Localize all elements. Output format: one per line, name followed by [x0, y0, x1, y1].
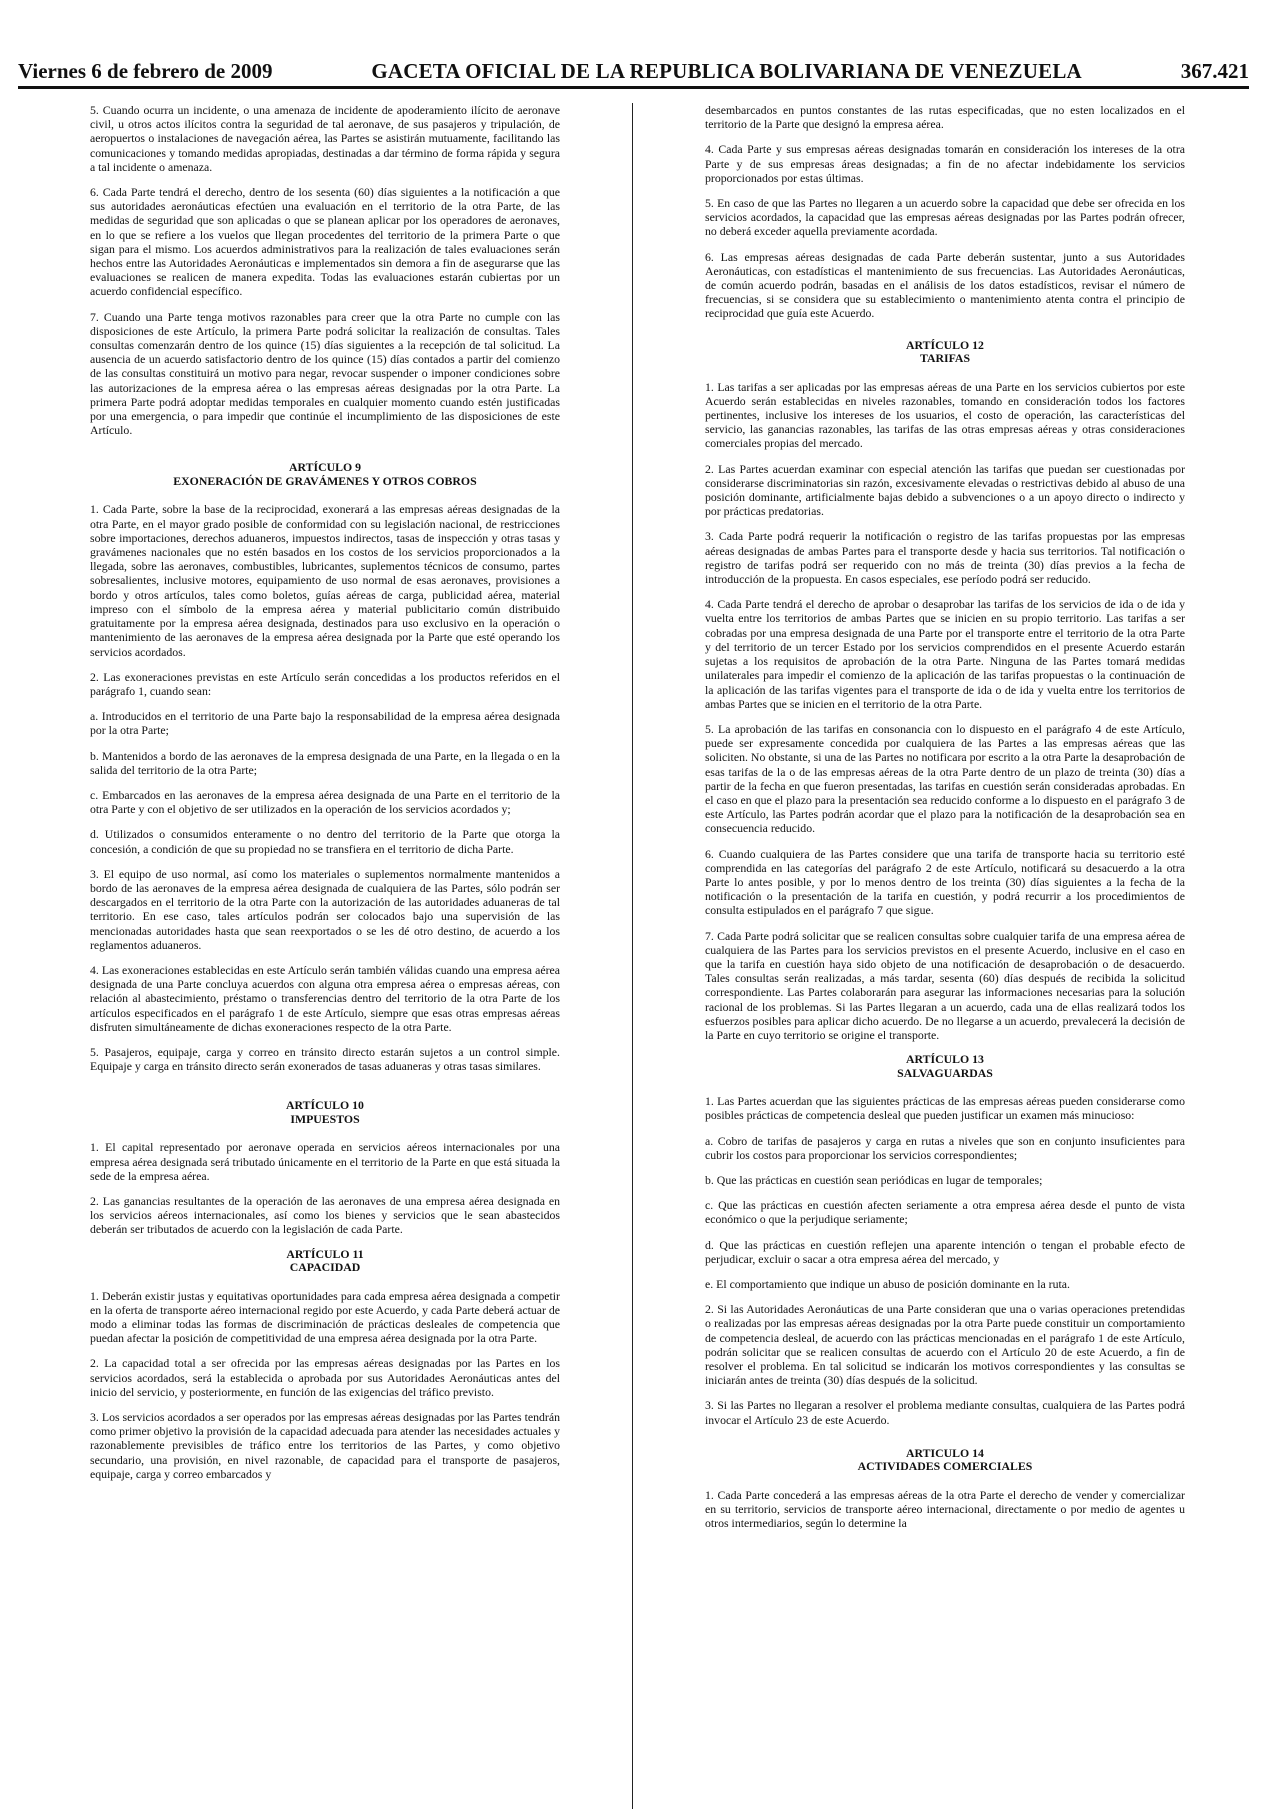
article-number: ARTÍCULO 9 [288, 460, 361, 475]
paragraph: 3. Cada Parte podrá requerir la notificación o registro de las tarifas propuestas por las empresas aéreas designadas de ambas Partes para el transporte desde y hacia sus territorios. Tal notificación o registro de tarifas podrá ser requerido con no más de treinta (30) días previos a la fecha de introducción de la propuesta. En casos especiales, ese período podrá ser reducido. [705, 529, 1185, 587]
paragraph: 4. Cada Parte y sus empresas aéreas designadas tomarán en consideración los intereses de la otra Parte y de sus empresas áreas designadas; a fin de no afectar indebidamente los servicios proporcionados por estas últimas. [705, 142, 1185, 185]
paragraph: 2. Si las Autoridades Aeronáuticas de una Parte consideran que una o varias operaciones pretendidas o realizadas por las empresas aéreas designadas por la otra Parte puede constituir un comportamiento de competencia desleal, de acuerdo con las prácticas mencionadas en el parágrafo 1 de este Artículo, podrán solicitar que se realicen consultas de acuerdo con el Artículo 20 de este Acuerdo, a fin de resolver el problema. En tal solicitud se indicarán los motivos correspondientes y las consultas se iniciarán antes de treinta (30) días después de la solicitud. [705, 1302, 1185, 1388]
gazette-title: GACETA OFICIAL DE LA REPUBLICA BOLIVARIANA DE VENEZUELA [371, 59, 1082, 83]
paragraph: 4. Las exoneraciones establecidas en este Artículo serán también válidas cuando una empresa aérea designada de una Parte concluya acuerdos con alguna otra empresa aérea o empresas aéreas, con relación al abastecimiento, préstamo o transferencias dentro del territorio de la otra Parte de los artículos especificados en el parágrafo 1 de este Artículo, siempre que esas otras empresas aéreas disfruten simultáneamente de dichas exoneraciones respecto de la otra Parte. [90, 962, 560, 1034]
paragraph: 1. Las Partes acuerdan que las siguientes prácticas de las empresas aéreas pueden considerarse como posibles prácticas de competencia desleal que pueden justificar un examen más minucioso: [705, 1094, 1185, 1123]
paragraph: 2. Las Partes acuerdan examinar con especial atención las tarifas que puedan ser cuestionadas por considerarse discriminatorias sin razón, excesivamente elevadas o restrictivas debido al abuso de una posición dominante, artificialmente bajas debido a subvenciones o a un apoyo directo o indirecto y por prácticas predatorias. [705, 461, 1185, 519]
paragraph: 3. Los servicios acordados a ser operados por las empresas aéreas designadas por las Partes tendrán como primer objetivo la provisión de la capacidad adecuada para atender las necesidades actuales y razonablemente previsibles de tráfico entre los territorios de las Partes, y como objetivo secundario, una provisión, en nivel razonable, de capacidad para el transporte de pasajeros, equipaje, carga y correo embarcados y [90, 1410, 560, 1481]
article-11-heading [90, 1248, 560, 1275]
paragraph: b. Mantenidos a bordo de las aeronaves de la empresa designada de una Parte, en la llegada o en la salida del territorio de la otra Parte; [90, 748, 560, 777]
paragraph: 6. Cada Parte tendrá el derecho, dentro de los sesenta (60) días siguientes a la notificación a que sus autoridades aeronáuticas efectúen una evaluación en el territorio de la otra Parte, de las medidas de seguridad que son aplicadas o que se planean aplicar por los operadores de aeronaves, en lo que se refiere a los vuelos que llegan procedentes del territorio de la primera Parte o que sigan para el mismo. Los acuerdos administrativos para la realización de tales evaluaciones serán hechos entre las Autoridades Aeronáuticas e implementados sin demora a fin de asegurarse que las evaluaciones se realicen de manera expedita. Todas las evaluaciones estarán cubiertas por un acuerdo confidencial específico. [90, 185, 560, 299]
paragraph: 7. Cada Parte podrá solicitar que se realicen consultas sobre cualquier tarifa de una empresa aérea de cualquiera de las Partes para los servicios previstos en el presente Acuerdo, inclusive en el caso en que la tarifa en cuestión haya sido objeto de una notificación de desaprobación o de desacuerdo. Tales consultas serán realizadas, a más tardar, sesenta (60) días después de recibida la solicitud correspondiente. Las Partes colaborarán para asegurar las informaciones necesarias para la solución racional de los problemas. Si las Partes llegaran a un acuerdo, cada una de ellas realizará todos los esfuerzos posibles para aplicar dicho acuerdo. De no llegarse a un acuerdo, prevalecerá la decisión de la Parte en cuyo territorio se origine el transporte. [705, 928, 1185, 1042]
article-number: ARTÍCULO 11 [286, 1246, 364, 1261]
paragraph: 6. Cuando cualquiera de las Partes considere que una tarifa de transporte hacia su territorio esté comprendida en las categorías del parágrafo 2 de este Artículo, notificará su desacuerdo a la otra Parte lo antes posible, y por lo menos dentro de los treinta (30) días siguientes a la fecha de la notificación o la presentación de la tarifa en cuestión, y podrá recurrir a los procedimientos de consulta estipulados en el parágrafo 7 que sigue. [705, 846, 1185, 918]
article-12-heading [705, 339, 1185, 366]
paragraph: c. Que las prácticas en cuestión afecten seriamente a otra empresa aérea desde el punto de vista económico o que la perjudique seriamente; [705, 1198, 1185, 1227]
article-number: ARTÍCULO 10 [286, 1098, 364, 1113]
paragraph: 2. Las ganancias resultantes de la operación de las aeronaves de una empresa aérea designada en los servicios aéreos internacionales, así como los bienes y servicios que le sean abastecidos deberán ser tributados de acuerdo con la legislación de cada Parte. [90, 1193, 560, 1237]
paragraph: 1. Cada Parte, sobre la base de la reciprocidad, exonerará a las empresas aéreas designadas de la otra Parte, en el mayor grado posible de conformidad con su legislación nacional, de restricciones sobre importaciones, derechos aduaneros, impuestos indirectos, tasas de inspección y otras tasas y gravámenes nacionales que no estén basados en los costos de los servicios proporcionados a la llegada, sobre las aeronaves, combustibles, lubricantes, suplementos técnicos de consumo, partes sobresalientes, inclusive motores, equipamiento de uso normal de esas aeronaves, provisiones a bordo y otros artículos, tales como boletos, guías aéreas de carga, publicidad aérea, material impreso con el símbolo de la empresa aérea y material publicitario común distribuido gratuitamente por la empresa aérea designada, destinados para uso exclusivo en la operación o mantenimiento de las aeronaves de la empresa aérea designada por la Parte que esté operando los servicios acordados. [90, 502, 560, 659]
paragraph: c. Embarcados en las aeronaves de la empresa aérea designada de una Parte en el territorio de la otra Parte y con el objetivo de ser utilizados en la operación de los servicios acordados y; [90, 787, 560, 817]
paragraph: 5. En caso de que las Partes no llegaren a un acuerdo sobre la capacidad que debe ser ofrecida en los servicios acordados, la capacidad que las empresas aéreas designadas por las Partes podrán ofrecer, no deberá exceder aquella previamente acordada. [705, 196, 1185, 239]
left-column [90, 103, 560, 1809]
article-title: EXONERACIÓN DE GRAVÁMENES Y OTROS COBROS [173, 473, 477, 488]
paragraph: 5. Cuando ocurra un incidente, o una amenaza de incidente de apoderamiento ilícito de aeronave civil, u otros actos ilícitos contra la seguridad de tal aeronave, de sus pasajeros y tripulación, de aeropuertos o instalaciones de navegación aérea, las Partes se asistirán mutuamente, facilitando las comunicaciones y tomando medidas apropiadas, destinadas a dar término de forma rápida y segura a tal incidente o amenaza. [90, 103, 560, 174]
article-9-heading [90, 461, 560, 488]
paragraph: 5. Pasajeros, equipaje, carga y correo en tránsito directo estarán sujetos a un control simple. Equipaje y carga en tránsito directo serán exonerados de tasas aduaneras y otras tasas similares. [90, 1044, 560, 1074]
header-date: Viernes 6 de febrero de 2009 [18, 59, 273, 83]
paragraph: d. Utilizados o consumidos enteramente o no dentro del territorio de la Parte que otorga la concesión, a condición de que su propiedad no se transfiera en el territorio de dicha Parte. [90, 827, 560, 856]
paragraph: 1. El capital representado por aeronave operada en servicios aéreos internacionales por una empresa aérea designada será tributado únicamente en el territorio de la Parte en que está situada la sede de la empresa aérea. [90, 1140, 560, 1183]
paragraph: desembarcados en puntos constantes de las rutas especificadas, que no esten localizados en el territorio de la Parte que designó la empresa aérea. [705, 103, 1185, 132]
article-10-heading [90, 1099, 560, 1126]
paragraph: 1. Cada Parte concederá a las empresas aéreas de la otra Parte el derecho de vender y comercializar en su territorio, servicios de transporte aéreo internacional, directamente o por medio de agentes u otros intermediarios, según lo determine la [705, 1487, 1185, 1531]
article-number: ARTÍCULO 13 [906, 1052, 984, 1067]
paragraph: 3. El equipo de uso normal, así como los materiales o suplementos normalmente mantenidos a bordo de las aeronaves de la empresa aérea designada de cualquiera de las Partes, sólo podrán ser descargados en el territorio de la otra Parte con la autorización de las autoridades aduaneras de tal territorio. En ese caso, tales artículos podrán ser colocados bajo una supervisión de las mencionadas autoridades hasta que sean reexportados o se les dé otro destino, de acuerdo a los reglamentos aduaneros. [90, 866, 560, 952]
article-title: TARIFAS [919, 351, 971, 366]
paragraph: e. El comportamiento que indique un abuso de posición dominante en la ruta. [705, 1277, 1070, 1291]
paragraph: 3. Si las Partes no llegaran a resolver el problema mediante consultas, cualquiera de las Partes podrá invocar el Artículo 23 de este Acuerdo. [705, 1398, 1185, 1427]
article-title: SALVAGUARDAS [897, 1065, 993, 1080]
paragraph: 2. La capacidad total a ser ofrecida por las empresas aéreas designadas por las Partes en los servicios acordados, será la establecida o aprobada por sus Autoridades Aeronáuticas antes del inicio del servicio, y posteriormente, en función de las exigencias del tráfico previsto. [90, 1356, 560, 1399]
paragraph: b. Que las prácticas en cuestión sean periódicas en lugar de temporales; [705, 1172, 1043, 1187]
article-title: IMPUESTOS [290, 1111, 360, 1126]
paragraph: a. Cobro de tarifas de pasajeros y carga en rutas a niveles que son en conjunto insuficientes para cubrir los costos para proporcionar los servicios correspondientes; [705, 1133, 1185, 1162]
paragraph: 1. Deberán existir justas y equitativas oportunidades para cada empresa aérea designada a competir en la oferta de transporte aéreo internacional regido por este Acuerdo, y cada Parte deberá actuar de modo a eliminar todas las formas de discriminación de prácticas desleales de competencia que puedan afectar la posición de competitividad de una empresa aérea designada por la otra Parte. [90, 1288, 560, 1346]
page-header [18, 52, 1249, 89]
right-column [705, 103, 1185, 1809]
paragraph: 4. Cada Parte tendrá el derecho de aprobar o desaprobar las tarifas de los servicios de ida o de ida y vuelta entre los territorios de ambas Partes que se inicien en su propio territorio. Las tarifas a ser cobradas por una empresa designada de una Parte por el transporte entre el territorio de la otra Parte y del territorio de un tercer Estado por los servicios comprendidos en el presente Acuerdo estarán sujetas a los requisitos de aprobación de la otra Parte. Ninguna de las Partes tomará medidas unilaterales para impedir el comienzo de la aplicación de las tarifas propuestas o la continuación de la aplicación de las tarifas vigentes para el transporte de ida o de ida y vuelta entre los territorios de ambas Partes que se inicien en el territorio de la otra Parte. [705, 597, 1185, 711]
paragraph: a. Introducidos en el territorio de una Parte bajo la responsabilidad de la empresa aérea designada por la otra Parte; [90, 709, 560, 738]
paragraph: 6. Las empresas aéreas designadas de cada Parte deberán sustentar, junto a sus Autoridades Aeronáuticas, con estadísticas el mantenimiento de sus frecuencias. Las Autoridades Aeronáuticas, de común acuerdo podrán, basadas en el análisis de los datos estadísticos, revisar el número de frecuencias, si se considera que su establecimiento o mantenimiento atenta contra el principio de reciprocidad que guía este Acuerdo. [705, 249, 1185, 321]
article-13-heading [705, 1053, 1185, 1080]
article-title: ACTIVIDADES COMERCIALES [857, 1459, 1033, 1474]
paragraph: 1. Las tarifas a ser aplicadas por las empresas aéreas de una Parte en los servicios cubiertos por este Acuerdo serán establecidas en niveles razonables, tomando en consideración todos los factores pertinentes, inclusive los intereses de los usuarios, el costo de operación, las características del servicio, las ganancias razonables, las tarifas de las otras empresas aéreas y otras consideraciones comerciales propias del mercado. [705, 379, 1185, 451]
article-title: CAPACIDAD [289, 1260, 361, 1275]
column-divider [632, 103, 633, 1809]
page-number: 367.421 [1180, 59, 1249, 83]
article-number: ARTICULO 14 [906, 1445, 984, 1460]
article-number: ARTÍCULO 12 [906, 337, 984, 352]
paragraph: 5. La aprobación de las tarifas en consonancia con lo dispuesto en el parágrafo 4 de este Artículo, puede ser expresamente concedida por cualquiera de las Partes a las empresas aéreas que las soliciten. No obstante, si una de las Partes no notificara por escrito a la otra Parte la desaprobación de esas tarifas de la o de las empresas aéreas de la otra Parte dentro de un plazo de treinta (30) días a partir de la fecha en que fueron presentadas, las tarifas en cuestión serán consideradas aprobadas. En el caso en que el plazo para la presentación sea reducido conforme a lo dispuesto en el parágrafo 3 de este Artículo, las Partes podrán acordar que el plazo para la notificación de la desaprobación sea en consecuencia reducido. [705, 721, 1185, 836]
paragraph: 7. Cuando una Parte tenga motivos razonables para creer que la otra Parte no cumple con las disposiciones de este Artículo, la primera Parte podrá solicitar la realización de consultas. Tales consultas comenzarán dentro de los quince (15) días siguientes a la recepción de tal solicitud. La ausencia de un acuerdo satisfactorio dentro de los quince (15) días contados a partir del comienzo de las consultas constituirá un motivo para negar, revocar suspender o imponer condiciones sobre las autorizaciones de la empresa aérea o las empresas aéreas designadas por la otra Parte. La primera Parte podrá adoptar medidas temporales en cualquier momento cuando estén justificadas por una emergencia, o para impedir que continúe el incumplimiento de las disposiciones de este Artículo. [90, 309, 560, 438]
paragraph: 2. Las exoneraciones previstas en este Artículo serán concedidas a los productos referidos en el parágrafo 1, cuando sean: [90, 669, 560, 698]
paragraph: d. Que las prácticas en cuestión reflejen una aparente intención o tengan el probable efecto de perjudicar, excluir o sacar a otra empresa aérea del mercado, y [705, 1237, 1185, 1266]
article-14-heading [705, 1447, 1185, 1474]
